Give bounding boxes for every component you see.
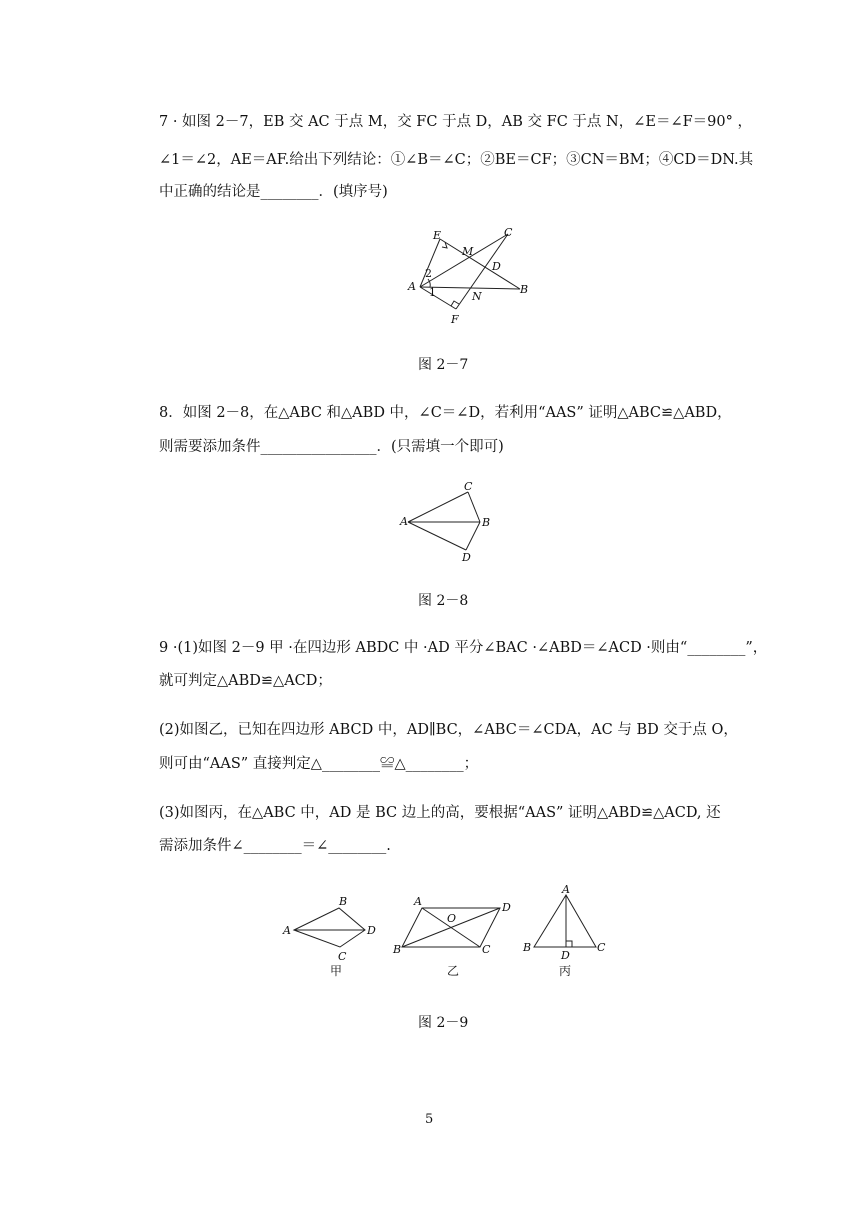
- figure-2-9-yi: [392, 893, 522, 985]
- label-C: C: [482, 943, 491, 956]
- figure-2-9-bing: [520, 883, 610, 983]
- label-D: D: [502, 901, 511, 914]
- label-M: M: [462, 245, 474, 258]
- figure-2-7: [400, 225, 540, 330]
- label-B: B: [393, 943, 402, 956]
- q8-text-line1: 8．如图 2－8，在△ABC 和△ABD 中，∠C＝∠D，若利用“AAS” 证明△ABC≌△ABD，: [159, 405, 732, 421]
- q7-text-line2: ∠1＝∠2，AE＝AF.给出下列结论：①∠B＝∠C；②BE＝CF；③CN＝BM；④CD＝DN.其: [159, 152, 754, 168]
- label-C: C: [597, 941, 606, 954]
- figure-name-bing: 丙: [559, 964, 572, 978]
- label-A: A: [562, 883, 570, 896]
- label-D: D: [462, 551, 471, 564]
- label-D: D: [561, 949, 570, 962]
- q9-part3-line2: 需添加条件∠________＝∠________.: [159, 838, 391, 854]
- label-D: D: [367, 924, 376, 937]
- label-D: D: [492, 260, 501, 273]
- figure-name-jia: 甲: [330, 964, 343, 978]
- label-A: A: [400, 515, 408, 528]
- label-A: A: [408, 280, 416, 293]
- q8-text-line2: 则需要添加条件________________．(只需填一个即可): [159, 439, 504, 455]
- q7-text-line1: 7 · 如图 2－7，EB 交 AC 于点 M，交 FC 于点 D，AB 交 FC 于点 N，∠E＝∠F＝90° ，: [159, 114, 752, 130]
- label-angle-2: 2: [425, 267, 432, 280]
- q9-part2-line2: 则可由“AAS” 直接判定△________≌△________；: [159, 756, 479, 772]
- figure-2-8: [400, 482, 500, 564]
- figure-2-9-jia: [282, 893, 382, 985]
- label-B: B: [339, 895, 348, 908]
- page-number: 5: [425, 1112, 434, 1127]
- label-C: C: [464, 480, 473, 493]
- label-B: B: [520, 283, 529, 296]
- label-C: C: [504, 226, 513, 239]
- caption-2-7: 图 2－7: [418, 357, 469, 373]
- label-C: C: [338, 950, 347, 963]
- q9-part1-line1: 9 ·(1)如图 2－9 甲 ·在四边形 ABDC 中 ·AD 平分∠BAC ·∠ABD＝∠ACD ·则由“________”，: [159, 640, 768, 656]
- q9-part3-line1: (3)如图丙，在△ABC 中，AD 是 BC 边上的高，要根据“AAS” 证明△ABD≌△ACD, 还: [159, 805, 721, 821]
- label-F: F: [451, 313, 459, 326]
- label-B: B: [482, 516, 491, 529]
- q7-text-line3: 中正确的结论是________．(填序号): [159, 184, 388, 200]
- label-angle-1: 1: [429, 286, 436, 299]
- label-O: O: [447, 912, 457, 925]
- label-A: A: [414, 895, 422, 908]
- label-B: B: [523, 941, 532, 954]
- q9-part2-line1: (2)如图乙，已知在四边形 ABCD 中，AD∥BC，∠ABC＝∠CDA，AC 与 BD 交于点 O，: [159, 722, 738, 738]
- q9-part1-line2: 就可判定△ABD≌△ACD；: [159, 673, 332, 689]
- figure-name-yi: 乙: [447, 964, 460, 978]
- caption-2-9: 图 2－9: [418, 1015, 469, 1031]
- label-E: E: [433, 229, 442, 242]
- caption-2-8: 图 2－8: [418, 593, 469, 609]
- label-A: A: [283, 924, 291, 937]
- label-N: N: [472, 290, 482, 303]
